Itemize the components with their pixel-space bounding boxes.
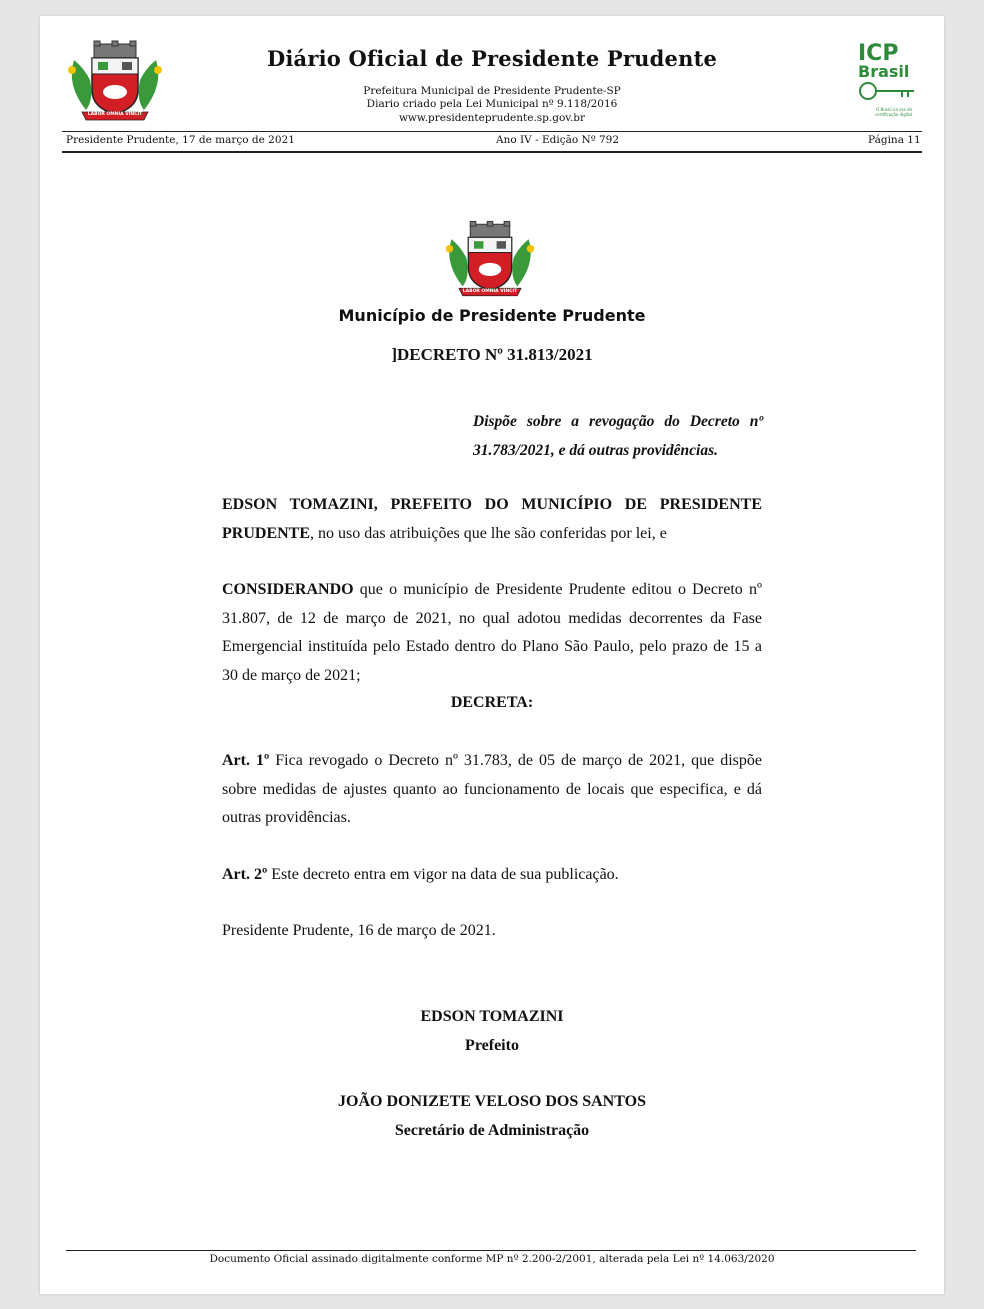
footer-text: Documento Oficial assinado digitalmente conforme MP nº 2.200-2/2001, alterada pela Lei nº 14.063/2020 [209,1253,775,1265]
icp-tagline: O Brasil na era da certificação digital [875,107,912,117]
decree-summary [473,412,763,460]
article-1-text: Fica revogado o Decreto nº 31.783, de 05 de março de 2021, que dispõe sobre medidas de ajustes quanto ao funcionamento de locais que especifica, e dá outras providências. [222,752,763,826]
article-1-label: Art. 1º [222,752,270,769]
signature-name-1: EDSON TOMAZINI [420,1008,564,1025]
considering-rest: que o município de Presidente Prudente editou o Decreto nº 31.807, de 12 de março de 2021, no qual adotou medidas decorrentes da Fase Emergencial instituída pelo Estado dentro do Plano São Paulo, pelo prazo de 15 a 30 de março de 2021; [222,581,762,684]
coat-motto: LABOR OMNIA VINCIT [87,112,143,117]
newspaper-title: Diário Oficial de Presidente Prudente [266,46,718,71]
footer-rule [66,1250,916,1251]
place-date: Presidente Prudente, 16 de março de 2021. [222,922,496,939]
header-website-link[interactable]: www.presidenteprudente.sp.gov.br [398,112,586,124]
page-number: Página 11 [868,134,921,146]
summary-line-1-text: Dispõe sobre a revogação do Decreto nº [473,413,763,430]
preamble-paragraph [222,491,762,548]
summary-line-2: 31.783/2021, e dá outras providências. [473,442,718,459]
signature-role-2: Secretário de Administração [394,1122,590,1139]
decree-title: ]DECRETO Nº 31.813/2021 [391,345,593,364]
preamble-bold: EDSON TOMAZINI, PREFEITO DO MUNICÍPIO DE PRESIDENTE PRUDENTE [222,496,762,542]
brasil-text: Brasil [858,62,910,81]
municipality-motto: LABOR OMNIA VINCIT [462,289,518,294]
considering-paragraph [222,576,762,690]
document-page [40,16,944,1294]
article-1 [222,747,762,833]
article-2 [222,861,762,890]
municipality-name: Município de Presidente Prudente [338,306,646,325]
icp-text: ICP [858,41,899,66]
issue-date: Presidente Prudente, 17 de março de 2021 [66,134,295,146]
header-rule-bottom [62,151,922,153]
preamble-rest: , no uso das atribuições que lhe são conferidas por lei, e [310,524,667,542]
icp-brasil-logo [858,41,928,117]
header-line-2: Diario criado pela Lei Municipal nº 9.118/2016 [366,98,618,110]
article-2-text: Este decreto entra em vigor na data de sua publicação. [267,866,619,883]
header-rule-top [62,131,922,132]
key-icon [858,80,918,102]
signature-role-1: Prefeito [465,1037,519,1054]
article-2-label: Art. 2º [222,866,268,883]
issue-edition: Ano IV - Edição Nº 792 [496,134,620,146]
signature-name-2: JOÃO DONIZETE VELOSO DOS SANTOS [338,1093,646,1110]
header-line-1: Prefeitura Municipal de Presidente Prudente-SP [363,85,621,97]
considering-bold: CONSIDERANDO [222,581,354,598]
decreta-heading: DECRETA: [450,694,534,711]
